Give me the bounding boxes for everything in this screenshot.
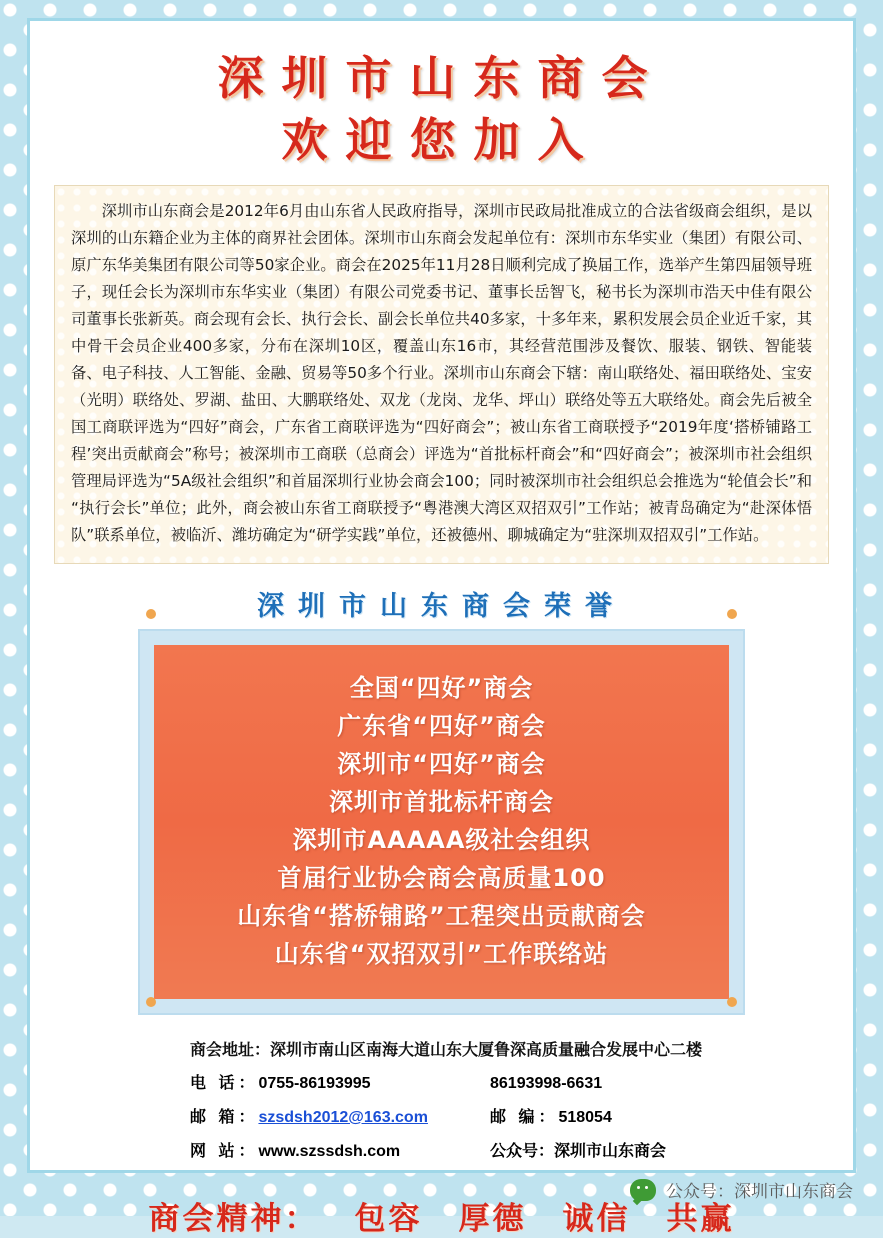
contact-phone-row [30,1067,853,1101]
website-value: www.szssdsh.com [258,1143,401,1160]
address-label: 商会地址： [190,1040,271,1059]
honor-item: 首届行业协会商会高质量100 [277,864,606,892]
honors-list [154,645,729,999]
postcode-value: 518054 [558,1109,612,1126]
intro-paragraph: 深圳市山东商会是2012年6月由山东省人民政府指导，深圳市民政局批准成立的合法省级商会组织，是以深圳的山东籍企业为主体的商界社会团体。深圳市山东商会发起单位有：深圳市东华实业（集团）有限公司、原广东华美集团有限公司等50家企业。商会在2025年11月28日顺利完成了换届工作，选举产生第四届领导班子，现任会长为深圳市东华实业（集团）有限公司党委书记、董事长岳智飞，秘书长为深圳市浩天中佳有限公司董事长张新英。商会现有会长、执行会长、副会长单位共40多家，十多年来，累积发展会员企业近千家，其中骨干会员企业400多家，分布在深圳10区，覆盖山东16市，其经营范围涉及餐饮、服装、钢铁、智能装备、电子科技、人工智能、金融、贸易等50多个行业。深圳市山东商会下辖：南山联络处、福田联络处、宝安（光明）联络处、罗湖、盐田、大鹏联络处、双龙（龙岗、龙华、坪山）联络处等五大联络处。商会先后被全国工商联评选为“四好”商会，广东省工商联评选为“四好商会”；被山东省工商联授予“2019年度‘搭桥铺路工程’突出贡献商会”称号；被深圳市工商联（总商会）评选为“首批标杆商会”和“四好商会”；被深圳市社会组织管理局评选为“5A级社会组织”和首届深圳行业协会商会100；同时被深圳市社会组织总会推选为“轮值会长”和“执行会长”单位；此外，商会被山东省工商联授予“粤港澳大湾区双招双引”工作站；被青岛确定为“赴深体悟队”联系单位，被临沂、潍坊确定为“研学实践”单位，还被德州、聊城确定为“驻深圳双招双引”工作站。 [71,202,812,544]
wechat-cell [490,1135,790,1169]
corner-dot-bottom-left-icon [146,997,156,1007]
honor-item: 全国“四好”商会 [349,674,534,702]
postcode-label: 邮 编： [490,1109,559,1126]
corner-dot-bottom-right-icon [727,997,737,1007]
contact-website-row [30,1135,853,1169]
contact-address-row [30,1033,853,1067]
honor-item: 山东省“双招双引”工作联络站 [274,940,609,968]
wechat-value: 深圳市山东商会 [554,1143,667,1160]
spirit-word-2: 厚德 [458,1201,527,1237]
honor-item: 山东省“搭桥铺路”工程突出贡献商会 [237,902,646,930]
phone-label: 电 话： [190,1075,259,1092]
email-link[interactable]: szsdsh2012@163.com [258,1109,428,1126]
honor-item: 深圳市AAAAA级社会组织 [292,826,591,854]
contact-block [30,1033,853,1169]
postcode-cell [490,1101,790,1135]
poster-title [30,21,853,171]
footer-watermark [630,1177,853,1202]
title-line-2: 欢迎您加入 [281,113,602,167]
poster-page [27,18,856,1237]
honor-item: 深圳市“四好”商会 [337,750,546,778]
phone-cell [190,1067,490,1101]
honor-item: 深圳市首批标杆商会 [329,788,554,816]
spirit-label: 商会精神： [148,1201,319,1237]
wechat-icon [630,1179,656,1201]
honors-frame [138,629,745,1015]
wechat-label: 公众号： [490,1143,555,1160]
email-cell [190,1101,490,1135]
honors-heading: 深圳市山东商会荣誉 [257,591,626,622]
spirit-word-3: 诚信 [562,1201,631,1237]
watermark-text: 公众号：深圳市山东商会 [666,1182,853,1202]
contact-email-row [30,1101,853,1135]
address-value: 深圳市南山区南海大道山东大厦鲁深高质量融合发展中心二楼 [270,1040,703,1059]
phone-value: 0755-86193995 [258,1075,371,1092]
website-cell [190,1135,490,1169]
honors-section [30,582,853,1015]
email-label: 邮 箱： [190,1109,259,1126]
title-line-1: 深圳市山东商会 [217,51,666,105]
phone-ext-cell [490,1067,790,1101]
intro-box [54,185,829,564]
spirit-word-4: 共赢 [666,1201,735,1237]
spirit-word-1: 包容 [354,1201,423,1237]
honor-item: 广东省“四好”商会 [337,712,546,740]
phone-value-2: 86193998-6631 [490,1075,603,1092]
website-label: 网 站： [190,1143,259,1160]
